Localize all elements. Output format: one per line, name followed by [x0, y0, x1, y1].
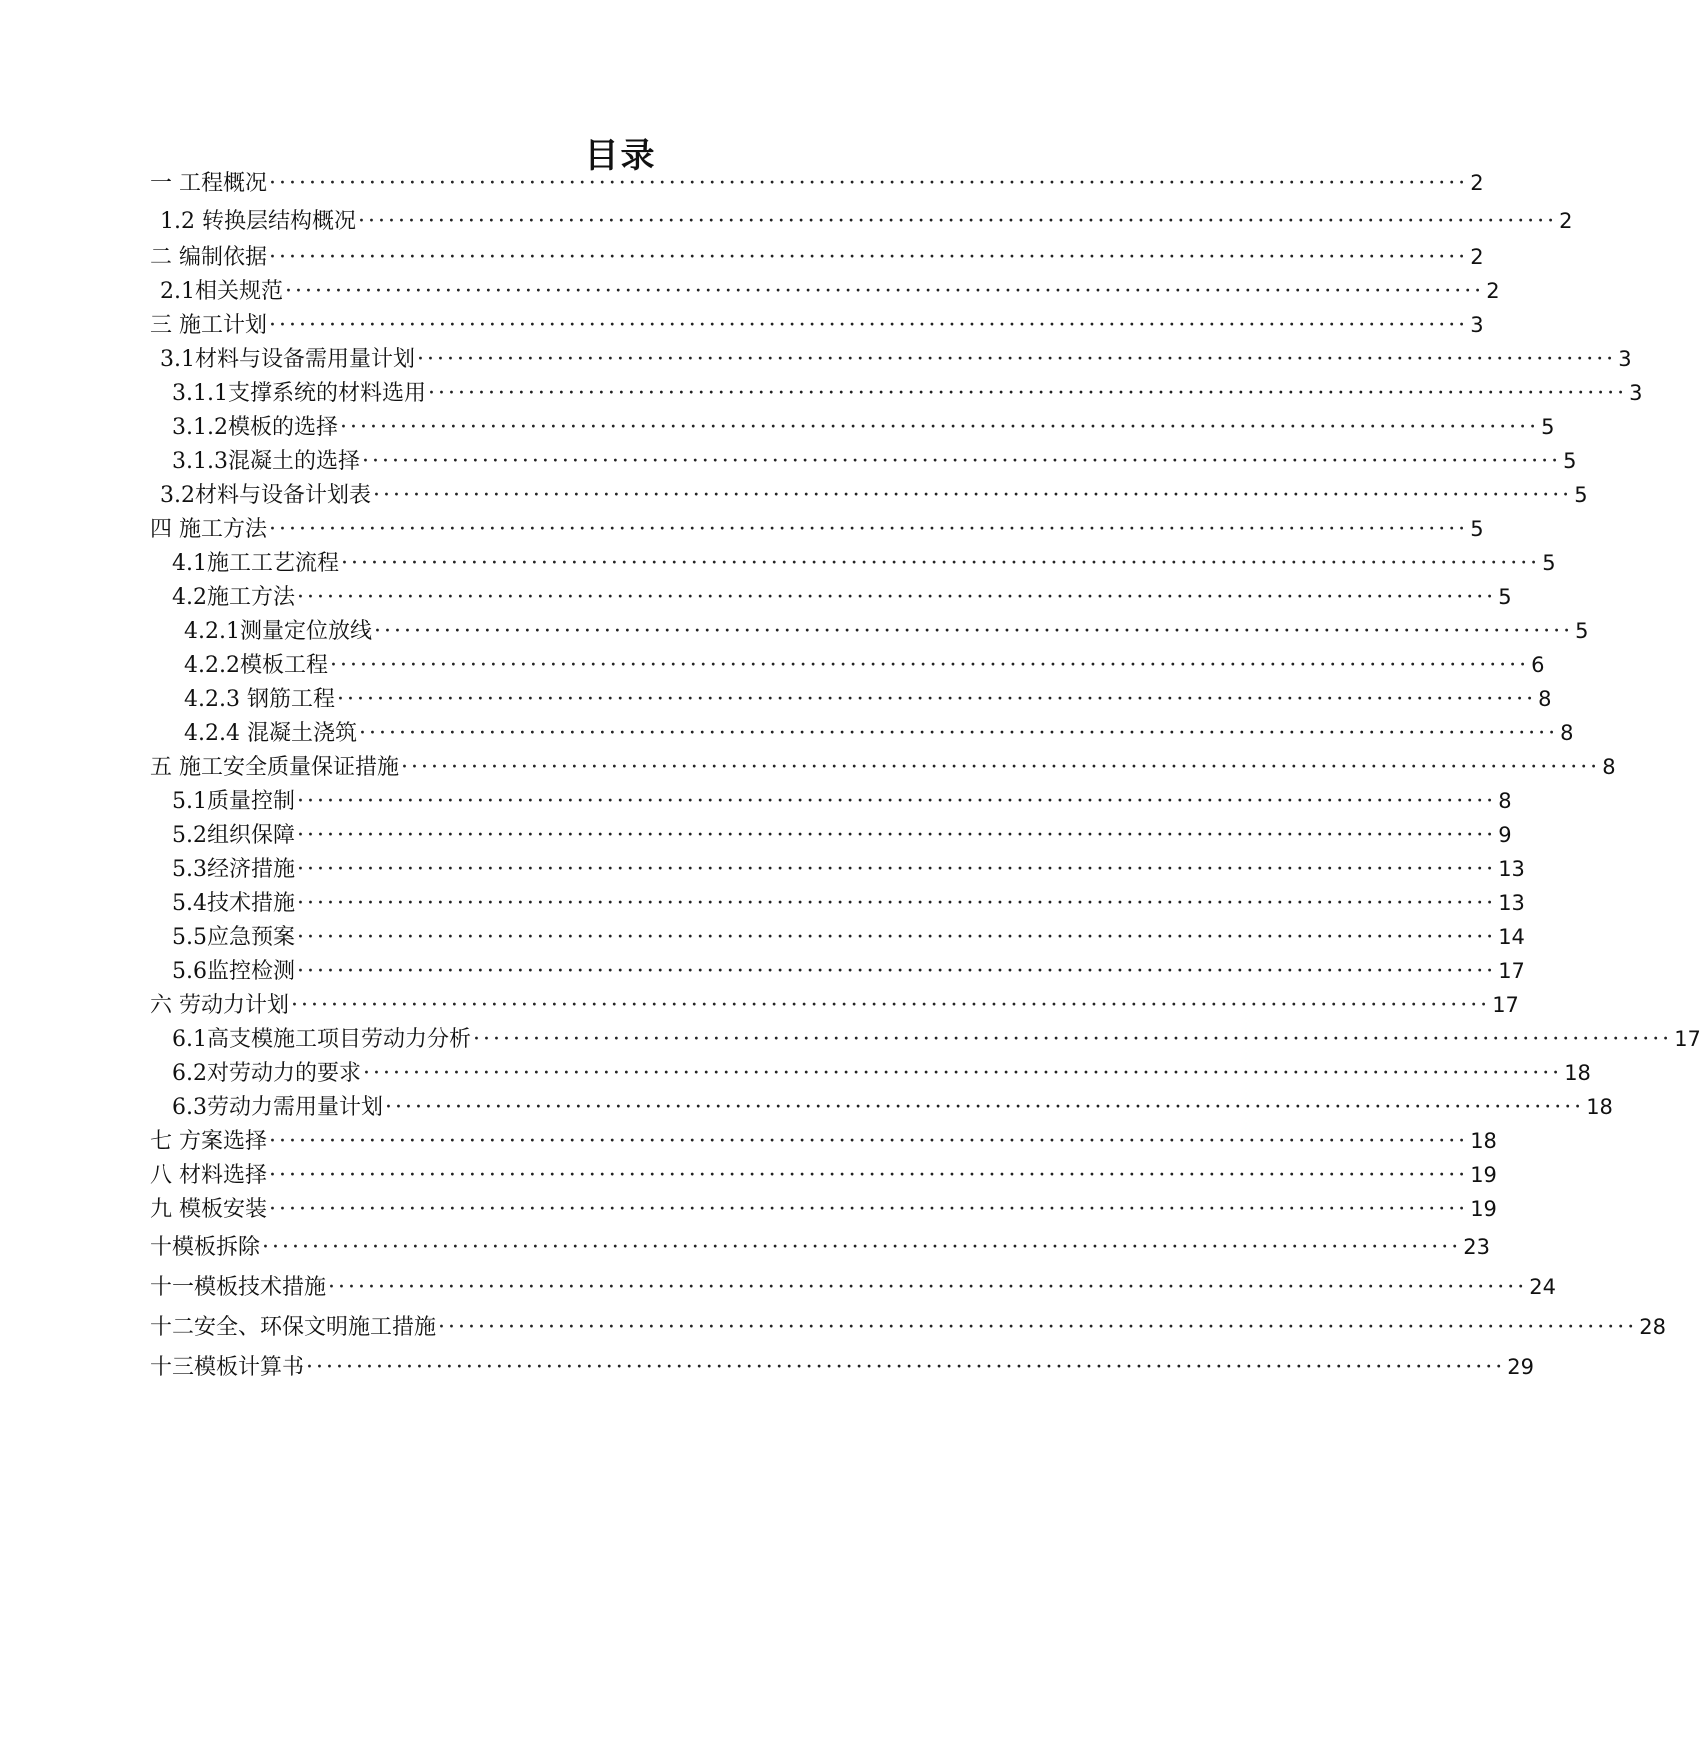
- toc-entry-page-number: 29: [1507, 1355, 1534, 1379]
- dot-leader: ························································································································: [357, 209, 1558, 234]
- dot-leader: ························································································································: [438, 1315, 1638, 1340]
- toc-entry[interactable]: [172, 410, 1555, 444]
- toc-entry-page-number: 2: [1559, 209, 1573, 233]
- page-title: 目录: [584, 136, 657, 176]
- toc-entry-label: 3.1.1支撑系统的材料选用: [172, 381, 426, 406]
- toc-entry-page-number: 14: [1498, 925, 1525, 949]
- toc-entry[interactable]: [184, 682, 1552, 716]
- toc-entry-page-number: 5: [1575, 619, 1589, 643]
- toc-entry-page-number: 8: [1560, 721, 1574, 745]
- toc-entry-label: 5.1质量控制: [172, 789, 295, 814]
- toc-entry[interactable]: [150, 1158, 1497, 1192]
- toc-entry[interactable]: [150, 512, 1484, 546]
- toc-entry-page-number: 8: [1602, 755, 1616, 779]
- toc-entry-label: 3.1.2模板的选择: [172, 415, 338, 440]
- dot-leader: ························································································································: [297, 823, 1497, 848]
- toc-entry[interactable]: [184, 648, 1545, 682]
- toc-entry-page-number: 5: [1470, 517, 1484, 541]
- toc-entry-page-number: 3: [1629, 381, 1643, 405]
- dot-leader: ························································································································: [269, 313, 1469, 338]
- toc-entry-page-number: 2: [1486, 279, 1500, 303]
- toc-entry[interactable]: [150, 1124, 1497, 1158]
- dot-leader: ························································································································: [285, 279, 1485, 304]
- toc-entry-page-number: 5: [1498, 585, 1512, 609]
- toc-entry-page-number: 3: [1618, 347, 1632, 371]
- toc-entry-label: 6.2对劳动力的要求: [172, 1061, 361, 1086]
- toc-entry-label: 四 施工方法: [150, 517, 267, 542]
- toc-entry[interactable]: [150, 1192, 1497, 1226]
- toc-entry-label: 6.3劳动力需用量计划: [172, 1095, 383, 1120]
- toc-entry[interactable]: [172, 852, 1525, 886]
- toc-entry-label: 5.4技术措施: [172, 891, 295, 916]
- dot-leader: ························································································································: [297, 959, 1497, 984]
- dot-leader: ························································································································: [401, 755, 1601, 780]
- dot-leader: ························································································································: [269, 1197, 1469, 1222]
- dot-leader: ························································································································: [336, 687, 1537, 712]
- toc-entry-label: 5.3经济措施: [172, 857, 295, 882]
- toc-entry-label: 4.2.2模板工程: [184, 653, 328, 678]
- toc-entry-page-number: 13: [1498, 891, 1525, 915]
- toc-entry[interactable]: [172, 546, 1556, 580]
- toc-entry-label: 5.6监控检测: [172, 959, 295, 984]
- toc-entry[interactable]: [172, 580, 1512, 614]
- toc-entry-page-number: 18: [1470, 1129, 1497, 1153]
- toc-entry-label: 五 施工安全质量保证措施: [150, 755, 399, 780]
- toc-entry[interactable]: [150, 240, 1484, 274]
- toc-entry[interactable]: [150, 308, 1484, 342]
- dot-leader: ························································································································: [297, 789, 1497, 814]
- toc-entry-page-number: 5: [1563, 449, 1577, 473]
- toc-entry-page-number: 19: [1470, 1197, 1497, 1221]
- toc-entry-page-number: 9: [1498, 823, 1512, 847]
- toc-entry-label: 十一模板技术措施: [150, 1275, 327, 1300]
- dot-leader: ························································································································: [329, 653, 1530, 678]
- toc-entry[interactable]: [172, 886, 1525, 920]
- toc-entry-page-number: 24: [1529, 1275, 1556, 1299]
- toc-entry[interactable]: [150, 1270, 1556, 1304]
- toc-entry[interactable]: [172, 818, 1512, 852]
- dot-leader: ························································································································: [373, 619, 1574, 644]
- toc-entry-label: 1.2 转换层结构概况: [160, 209, 356, 234]
- dot-leader: ························································································································: [385, 1095, 1585, 1120]
- dot-leader: ························································································································: [291, 993, 1491, 1018]
- toc-entry-label: 三 施工计划: [150, 313, 267, 338]
- toc-entry[interactable]: [150, 166, 1484, 200]
- toc-entry[interactable]: [172, 376, 1643, 410]
- dot-leader: ························································································································: [427, 381, 1628, 406]
- dot-leader: ························································································································: [269, 1129, 1469, 1154]
- toc-entry[interactable]: [160, 478, 1588, 512]
- toc-entry[interactable]: [184, 614, 1589, 648]
- toc-entry-label: 4.2.4 混凝土浇筑: [184, 721, 357, 746]
- toc-entry-label: 六 劳动力计划: [150, 993, 289, 1018]
- dot-leader: ························································································································: [269, 171, 1469, 196]
- toc-entry[interactable]: [172, 920, 1525, 954]
- toc-entry[interactable]: [160, 342, 1632, 376]
- dot-leader: ························································································································: [269, 1163, 1469, 1188]
- toc-entry-page-number: 5: [1574, 483, 1588, 507]
- toc-entry-label: 6.1高支模施工项目劳动力分析: [172, 1027, 471, 1052]
- toc-entry-label: 十二安全、环保文明施工措施: [150, 1315, 437, 1340]
- toc-entry-page-number: 23: [1463, 1235, 1490, 1259]
- toc-entry[interactable]: [172, 444, 1577, 478]
- toc-entry-label: 4.2.1测量定位放线: [184, 619, 372, 644]
- toc-entry-label: 5.2组织保障: [172, 823, 295, 848]
- toc-entry[interactable]: [184, 716, 1574, 750]
- toc-entry-page-number: 17: [1492, 993, 1519, 1017]
- toc-entry[interactable]: [150, 1310, 1666, 1344]
- toc-entry[interactable]: [172, 954, 1525, 988]
- toc-entry[interactable]: [160, 274, 1500, 308]
- toc-entry-page-number: 8: [1498, 789, 1512, 813]
- toc-entry-label: 3.1.3混凝土的选择: [172, 449, 360, 474]
- dot-leader: ························································································································: [269, 517, 1469, 542]
- toc-entry-label: 4.2施工方法: [172, 585, 295, 610]
- toc-entry-label: 4.1施工工艺流程: [172, 551, 339, 576]
- toc-entry-page-number: 18: [1586, 1095, 1613, 1119]
- dot-leader: ························································································································: [262, 1235, 1462, 1260]
- toc-entry-page-number: 5: [1541, 415, 1555, 439]
- toc-entry[interactable]: [150, 988, 1519, 1022]
- toc-entry-page-number: 3: [1470, 313, 1484, 337]
- dot-leader: ························································································································: [328, 1275, 1528, 1300]
- toc-entry[interactable]: [172, 784, 1512, 818]
- toc-entry[interactable]: [172, 1022, 1701, 1056]
- toc-entry-page-number: 17: [1674, 1027, 1701, 1051]
- dot-leader: ························································································································: [297, 925, 1497, 950]
- dot-leader: ························································································································: [358, 721, 1559, 746]
- toc-entry[interactable]: [160, 204, 1573, 238]
- toc-entry-label: 十模板拆除: [150, 1235, 261, 1260]
- toc-entry-label: 七 方案选择: [150, 1129, 267, 1154]
- toc-entry[interactable]: [172, 1090, 1613, 1124]
- toc-entry[interactable]: [150, 1230, 1490, 1264]
- toc-entry-label: 二 编制依据: [150, 245, 267, 270]
- toc-entry-label: 4.2.3 钢筋工程: [184, 687, 335, 712]
- dot-leader: ························································································································: [363, 1061, 1563, 1086]
- toc-entry-page-number: 6: [1531, 653, 1545, 677]
- dot-leader: ························································································································: [341, 551, 1541, 576]
- dot-leader: ························································································································: [339, 415, 1540, 440]
- toc-entry[interactable]: [172, 1056, 1591, 1090]
- toc-entry-page-number: 2: [1470, 245, 1484, 269]
- toc-entry-page-number: 18: [1564, 1061, 1591, 1085]
- toc-entry-label: 3.2材料与设备计划表: [160, 483, 371, 508]
- toc-entry-page-number: 5: [1542, 551, 1556, 575]
- dot-leader: ························································································································: [297, 857, 1497, 882]
- dot-leader: ························································································································: [297, 891, 1497, 916]
- toc-entry-page-number: 8: [1538, 687, 1552, 711]
- toc-entry-page-number: 13: [1498, 857, 1525, 881]
- toc-entry-page-number: 28: [1639, 1315, 1666, 1339]
- dot-leader: ························································································································: [269, 245, 1469, 270]
- toc-entry-page-number: 2: [1470, 171, 1484, 195]
- toc-entry-label: 3.1材料与设备需用量计划: [160, 347, 415, 372]
- dot-leader: ························································································································: [373, 483, 1573, 508]
- toc-entry-page-number: 19: [1470, 1163, 1497, 1187]
- toc-entry-label: 八 材料选择: [150, 1163, 267, 1188]
- dot-leader: ························································································································: [297, 585, 1497, 610]
- toc-entry-page-number: 17: [1498, 959, 1525, 983]
- dot-leader: ························································································································: [306, 1355, 1506, 1380]
- toc-entry[interactable]: [150, 1350, 1534, 1384]
- toc-entry-label: 十三模板计算书: [150, 1355, 305, 1380]
- toc-entry-label: 九 模板安装: [150, 1197, 267, 1222]
- toc-entry-label: 一 工程概况: [150, 171, 267, 196]
- toc-entry-label: 2.1相关规范: [160, 279, 283, 304]
- toc-entry[interactable]: [150, 750, 1616, 784]
- dot-leader: ························································································································: [361, 449, 1562, 474]
- toc-entry-label: 5.5应急预案: [172, 925, 295, 950]
- dot-leader: ························································································································: [417, 347, 1617, 372]
- dot-leader: ························································································································: [473, 1027, 1673, 1052]
